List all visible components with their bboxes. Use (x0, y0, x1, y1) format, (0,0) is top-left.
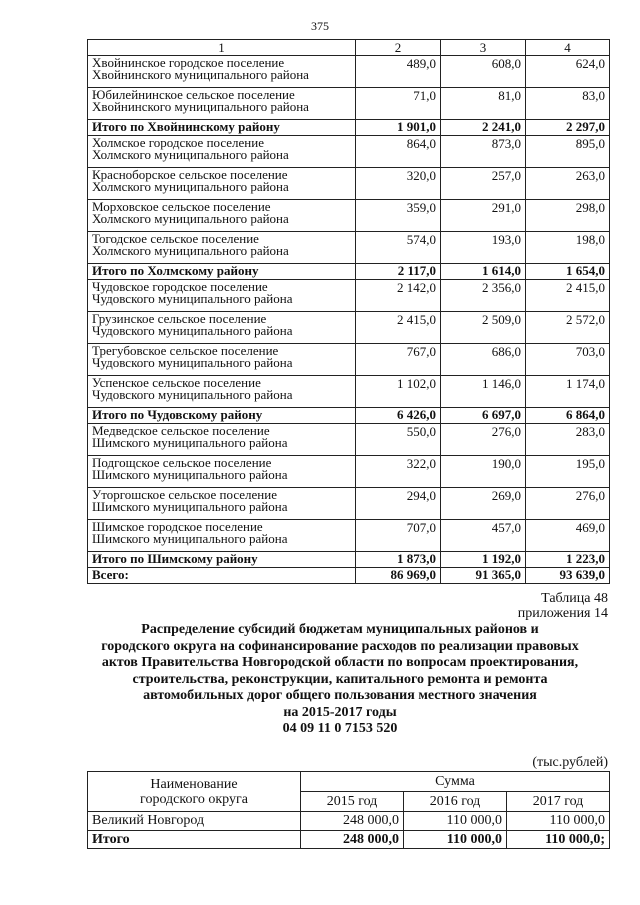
settlement-name-line: Уторгошское сельское поселение (92, 487, 277, 502)
amount-cell: 2 509,0 (441, 312, 526, 344)
amount-cell: 767,0 (356, 344, 441, 376)
settlement-name-cell (88, 408, 356, 424)
district-name-line: Хвойнинского муниципального района (92, 99, 309, 114)
heading-line: Распределение субсидий бюджетам муниципальных районов и (141, 622, 539, 637)
amount-cell: 6 697,0 (441, 408, 526, 424)
amount-cell: 2 142,0 (356, 280, 441, 312)
amount-cell: 359,0 (356, 200, 441, 232)
column-header: 3 (441, 40, 526, 56)
column-header: 1 (88, 40, 356, 56)
amount-cell: 864,0 (356, 136, 441, 168)
amount-cell: 1 873,0 (356, 552, 441, 568)
settlement-name-line: Итого по Хвойнинскому району (92, 119, 280, 134)
settlement-name-cell (88, 264, 356, 280)
amount-cell: 190,0 (441, 456, 526, 488)
table-row (88, 200, 610, 232)
district-name-line: Шимского муниципального района (92, 499, 288, 514)
settlement-name-cell (88, 344, 356, 376)
amount-cell: 71,0 (356, 88, 441, 120)
settlement-name-line: Холмское городское поселение (92, 135, 264, 150)
table-row (88, 280, 610, 312)
amount-cell: 2 241,0 (441, 120, 526, 136)
district-name-line: Чудовского муниципального района (92, 355, 293, 370)
amount-cell: 198,0 (526, 232, 610, 264)
amount-cell: 322,0 (356, 456, 441, 488)
header-text: Наименование (150, 776, 238, 792)
settlement-name-cell (88, 280, 356, 312)
table-row (88, 168, 610, 200)
amount-cell: 110 000,0 (404, 831, 507, 849)
total-row (88, 120, 610, 136)
column-header-sum: Сумма (301, 772, 610, 792)
amount-cell: 276,0 (526, 488, 610, 520)
table-header-row (88, 40, 610, 56)
amount-cell: 1 901,0 (356, 120, 441, 136)
subsidy-table-city (87, 771, 610, 849)
settlement-name-line: Трегубовское сельское поселение (92, 343, 279, 358)
amount-cell: 248 000,0 (301, 812, 404, 831)
units-label: (тыс.рублей) (532, 755, 608, 770)
heading-line: на 2015-2017 годы (283, 704, 397, 720)
column-header: 2 (356, 40, 441, 56)
settlement-name-cell (88, 232, 356, 264)
amount-cell: 2 572,0 (526, 312, 610, 344)
appendix-reference: приложения 14 (517, 606, 608, 621)
amount-cell: 1 192,0 (441, 552, 526, 568)
amount-cell: 91 365,0 (441, 568, 526, 584)
table-header-row (88, 772, 610, 792)
settlement-name-line: Успенское сельское поселение (92, 375, 261, 390)
table-row (88, 456, 610, 488)
amount-cell: 703,0 (526, 344, 610, 376)
column-header-name (88, 772, 301, 812)
district-name-line: Чудовского муниципального района (92, 387, 293, 402)
settlement-name-cell (88, 424, 356, 456)
table-row (88, 520, 610, 552)
table-row (88, 56, 610, 88)
amount-cell: 2 356,0 (441, 280, 526, 312)
settlement-name-cell (88, 376, 356, 408)
table-row (88, 424, 610, 456)
settlement-name-line: Хвойнинское городское поселение (92, 55, 285, 70)
amount-cell: 469,0 (526, 520, 610, 552)
amount-cell: 93 639,0 (526, 568, 610, 584)
settlement-name-line: Морховское сельское поселение (92, 199, 271, 214)
amount-cell: 1 654,0 (526, 264, 610, 280)
amount-cell: 624,0 (526, 56, 610, 88)
header-text: городского округа (140, 791, 248, 807)
amount-cell: 707,0 (356, 520, 441, 552)
amount-cell: 294,0 (356, 488, 441, 520)
amount-cell: 1 174,0 (526, 376, 610, 408)
amount-cell: 2 117,0 (356, 264, 441, 280)
column-header-year: 2015 год (301, 792, 404, 812)
table-row (88, 312, 610, 344)
amount-cell: 2 297,0 (526, 120, 610, 136)
amount-cell: 608,0 (441, 56, 526, 88)
amount-cell: 489,0 (356, 56, 441, 88)
settlement-name-line: Чудовское городское поселение (92, 279, 268, 294)
settlement-name-cell (88, 200, 356, 232)
settlement-name-cell (88, 488, 356, 520)
settlement-name-line: Итого по Холмскому району (92, 263, 259, 278)
amount-cell: 193,0 (441, 232, 526, 264)
settlement-name-line: Итого по Чудовскому району (92, 407, 263, 422)
amount-cell: 283,0 (526, 424, 610, 456)
settlement-name-line: Тогодское сельское поселение (92, 231, 259, 246)
amount-cell: 1 146,0 (441, 376, 526, 408)
amount-cell: 6 426,0 (356, 408, 441, 424)
settlement-name-line: Подгощское сельское поселение (92, 455, 272, 470)
amount-cell: 1 223,0 (526, 552, 610, 568)
settlement-name-cell (88, 568, 356, 584)
subsidy-table-settlements (87, 39, 610, 584)
amount-cell: 257,0 (441, 168, 526, 200)
table-row (88, 232, 610, 264)
amount-cell: 2 415,0 (356, 312, 441, 344)
settlement-name-cell (88, 552, 356, 568)
amount-cell: 1 102,0 (356, 376, 441, 408)
district-name-line: Холмского муниципального района (92, 243, 289, 258)
district-name-line: Холмского муниципального района (92, 147, 289, 162)
city-name-cell: Итого (88, 831, 301, 849)
district-name-line: Чудовского муниципального района (92, 323, 293, 338)
district-name-line: Холмского муниципального района (92, 211, 289, 226)
settlement-name-line: Всего: (92, 567, 129, 582)
city-name-cell: Великий Новгород (88, 812, 301, 831)
section-heading (40, 622, 640, 738)
page-number: 375 (311, 19, 329, 33)
settlement-name-cell (88, 136, 356, 168)
district-name-line: Шимского муниципального района (92, 531, 288, 546)
table-row (88, 488, 610, 520)
settlement-name-cell (88, 56, 356, 88)
district-name-line: Шимского муниципального района (92, 467, 288, 482)
amount-cell: 248 000,0 (301, 831, 404, 849)
settlement-name-line: Шимское городское поселение (92, 519, 263, 534)
amount-cell: 574,0 (356, 232, 441, 264)
table-row (88, 136, 610, 168)
amount-cell: 110 000,0 (404, 812, 507, 831)
table-row (88, 344, 610, 376)
settlement-name-line: Грузинское сельское поселение (92, 311, 267, 326)
amount-cell: 276,0 (441, 424, 526, 456)
column-header-year: 2016 год (404, 792, 507, 812)
amount-cell: 2 415,0 (526, 280, 610, 312)
table-row (88, 88, 610, 120)
amount-cell: 195,0 (526, 456, 610, 488)
total-row (88, 831, 610, 849)
amount-cell: 457,0 (441, 520, 526, 552)
district-name-line: Хвойнинского муниципального района (92, 67, 309, 82)
amount-cell: 298,0 (526, 200, 610, 232)
amount-cell: 291,0 (441, 200, 526, 232)
total-row (88, 568, 610, 584)
settlement-name-cell (88, 88, 356, 120)
heading-line: 04 09 11 0 7153 520 (282, 721, 398, 736)
heading-line: строительства, реконструкции, капитального ремонта и ремонта (132, 671, 548, 687)
settlement-name-cell (88, 456, 356, 488)
settlement-name-line: Красноборское сельское поселение (92, 167, 288, 182)
amount-cell: 320,0 (356, 168, 441, 200)
amount-cell: 110 000,0; (507, 831, 610, 849)
heading-line: актов Правительства Новгородской области по вопросам проектирования, (101, 655, 579, 670)
settlement-name-line: Юбилейнинское сельское поселение (92, 87, 295, 102)
amount-cell: 83,0 (526, 88, 610, 120)
amount-cell: 263,0 (526, 168, 610, 200)
settlement-name-cell (88, 312, 356, 344)
amount-cell: 1 614,0 (441, 264, 526, 280)
district-name-line: Шимского муниципального района (92, 435, 288, 450)
total-row (88, 552, 610, 568)
amount-cell: 895,0 (526, 136, 610, 168)
settlement-name-cell (88, 120, 356, 136)
amount-cell: 110 000,0 (507, 812, 610, 831)
column-header: 4 (526, 40, 610, 56)
amount-cell: 686,0 (441, 344, 526, 376)
total-row (88, 408, 610, 424)
amount-cell: 550,0 (356, 424, 441, 456)
table-row (88, 376, 610, 408)
amount-cell: 81,0 (441, 88, 526, 120)
subsidy-table-body (88, 40, 610, 584)
total-row (88, 264, 610, 280)
settlement-name-line: Итого по Шимскому району (92, 551, 258, 566)
amount-cell: 873,0 (441, 136, 526, 168)
column-header-year: 2017 год (507, 792, 610, 812)
amount-cell: 86 969,0 (356, 568, 441, 584)
district-name-line: Чудовского муниципального района (92, 291, 293, 306)
amount-cell: 269,0 (441, 488, 526, 520)
district-name-line: Холмского муниципального района (92, 179, 289, 194)
table-row (88, 812, 610, 831)
settlement-name-line: Медведское сельское поселение (92, 423, 270, 438)
heading-line: автомобильных дорог общего пользования местного значения (143, 688, 537, 703)
table-number: Таблица 48 (541, 591, 608, 606)
settlement-name-cell (88, 520, 356, 552)
heading-line: городского округа на софинансирование расходов по реализации правовых (101, 638, 579, 654)
amount-cell: 6 864,0 (526, 408, 610, 424)
settlement-name-cell (88, 168, 356, 200)
city-table-body (88, 772, 610, 849)
